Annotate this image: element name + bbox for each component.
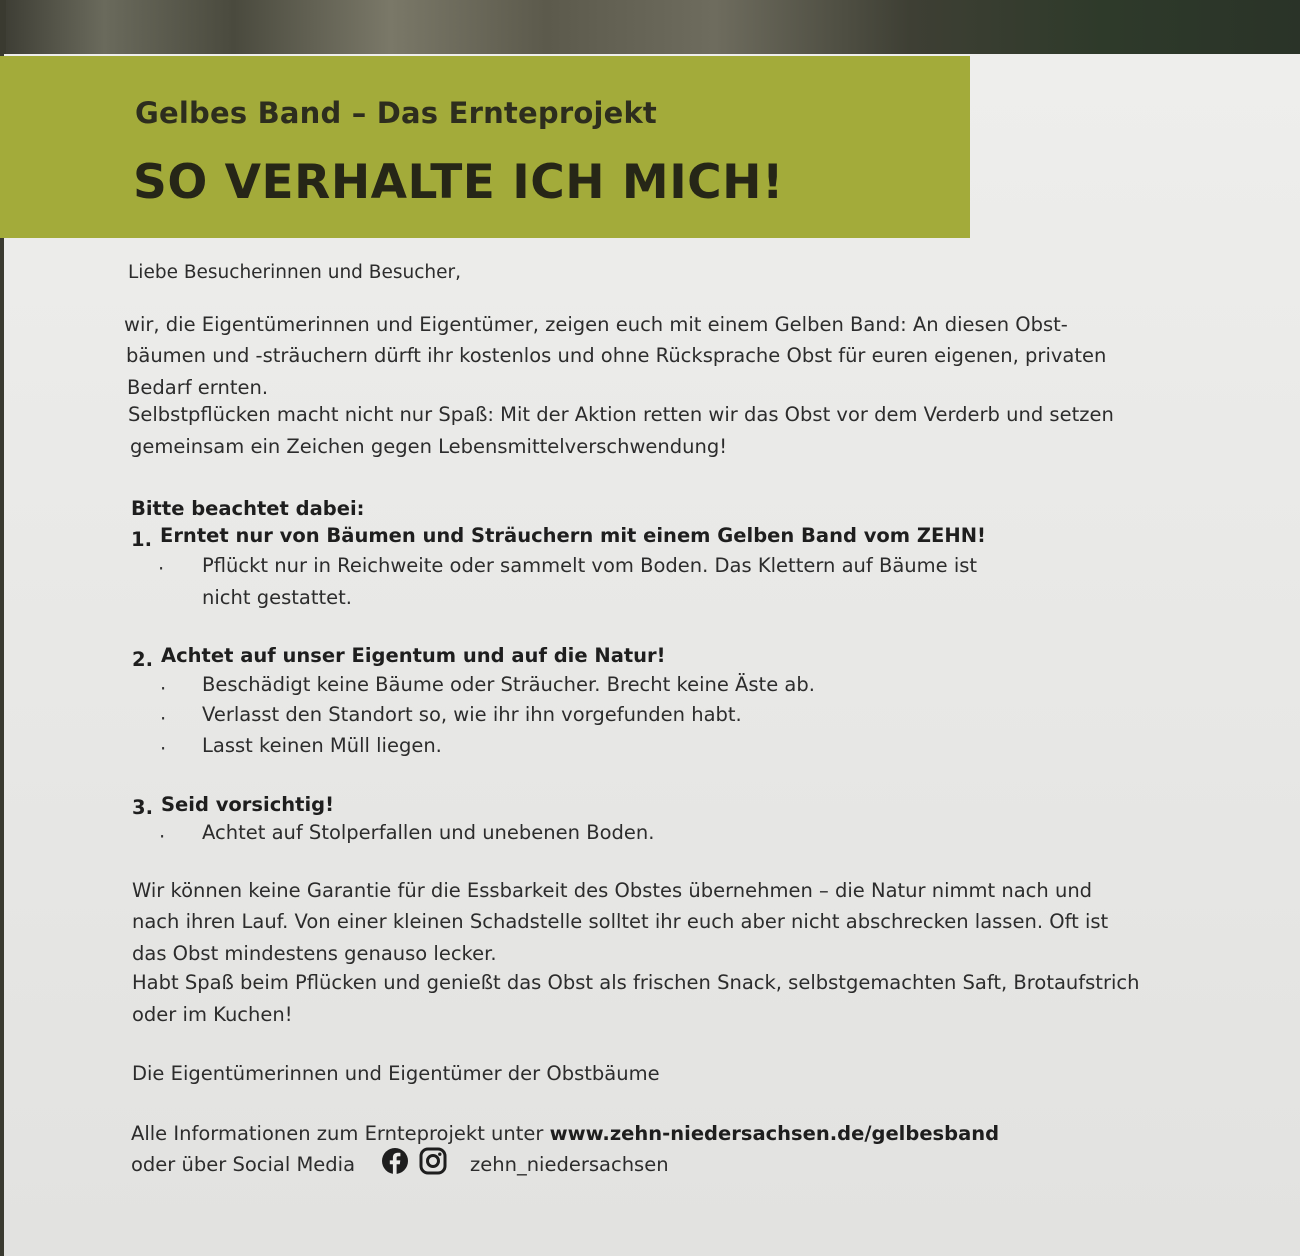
rule-bullet: Beschädigt keine Bäume oder Sträucher. Brecht keine Äste ab. xyxy=(202,673,815,696)
header-band xyxy=(0,56,970,238)
bullet-dot: · xyxy=(159,825,166,848)
footer-url: www.zehn-niedersachsen.de/gelbesband xyxy=(549,1122,1000,1145)
bullet-dot: · xyxy=(160,737,167,760)
closing-line: Wir können keine Garantie für die Essbarkeit des Obstes übernehmen – die Natur nimmt nach und xyxy=(132,879,1093,902)
intro-line: bäumen und -sträuchern dürft ihr kostenlos und ohne Rücksprache Obst für euren eigenen, privaten xyxy=(126,344,1107,367)
facebook-icon xyxy=(381,1147,409,1175)
footer-info-line xyxy=(131,1124,999,1144)
intro-line: gemeinsam ein Zeichen gegen Lebensmittelverschwendung! xyxy=(130,435,728,458)
rule-title: Erntet nur von Bäumen und Sträuchern mit einem Gelben Band vom ZEHN! xyxy=(160,524,986,547)
rule-bullet: Verlasst den Standort so, wie ihr ihn vorgefunden habt. xyxy=(202,703,742,726)
bullet-dot: · xyxy=(160,707,167,730)
closing-line: das Obst mindestens genauso lecker. xyxy=(132,942,497,965)
social-handle: zehn_niedersachsen xyxy=(470,1153,669,1176)
sign-title: SO VERHALTE ICH MICH! xyxy=(133,155,784,210)
rule-bullet: Achtet auf Stolperfallen und unebenen Boden. xyxy=(202,821,655,844)
intro-line: Selbstpflücken macht nicht nur Spaß: Mit der Aktion retten wir das Obst vor dem Verderb und setzen xyxy=(128,403,1114,426)
rule-number: 3. xyxy=(132,796,153,819)
rule-bullet: nicht gestattet. xyxy=(202,586,352,609)
rule-number: 2. xyxy=(132,648,153,671)
intro-line: wir, die Eigentümerinnen und Eigentümer, zeigen euch mit einem Gelben Band: An diesen Obst- xyxy=(124,313,1068,336)
footer-info-prefix: Alle Informationen zum Ernteprojekt unter xyxy=(131,1122,544,1145)
rule-title: Seid vorsichtig! xyxy=(161,793,335,816)
closing-line: nach ihren Lauf. Von einer kleinen Schadstelle solltet ihr euch aber nicht abschrecken lassen. Oft ist xyxy=(132,910,1109,933)
rule-number: 1. xyxy=(131,528,152,551)
rule-bullet: Pflückt nur in Reichweite oder sammelt vom Boden. Das Klettern auf Bäume ist xyxy=(202,554,978,577)
sign-subtitle: Gelbes Band – Das Ernteprojekt xyxy=(135,96,657,130)
closing-line: oder im Kuchen! xyxy=(132,1003,293,1026)
bullet-dot: · xyxy=(158,557,165,580)
rule-bullet: Lasst keinen Müll liegen. xyxy=(202,734,442,757)
footer-social-prefix: oder über Social Media xyxy=(131,1153,356,1176)
closing-line: Habt Spaß beim Pflücken und genießt das Obst als frischen Snack, selbstgemachten Saft, Brotaufstrich xyxy=(132,971,1140,994)
greeting: Liebe Besucherinnen und Besucher, xyxy=(128,262,462,283)
rules-heading: Bitte beachtet dabei: xyxy=(131,497,365,520)
intro-line: Bedarf ernten. xyxy=(127,376,269,399)
signature: Die Eigentümerinnen und Eigentümer der Obstbäume xyxy=(132,1062,660,1085)
bullet-dot: · xyxy=(160,677,167,700)
instagram-icon xyxy=(419,1147,447,1175)
rule-title: Achtet auf unser Eigentum und auf die Natur! xyxy=(161,644,666,667)
